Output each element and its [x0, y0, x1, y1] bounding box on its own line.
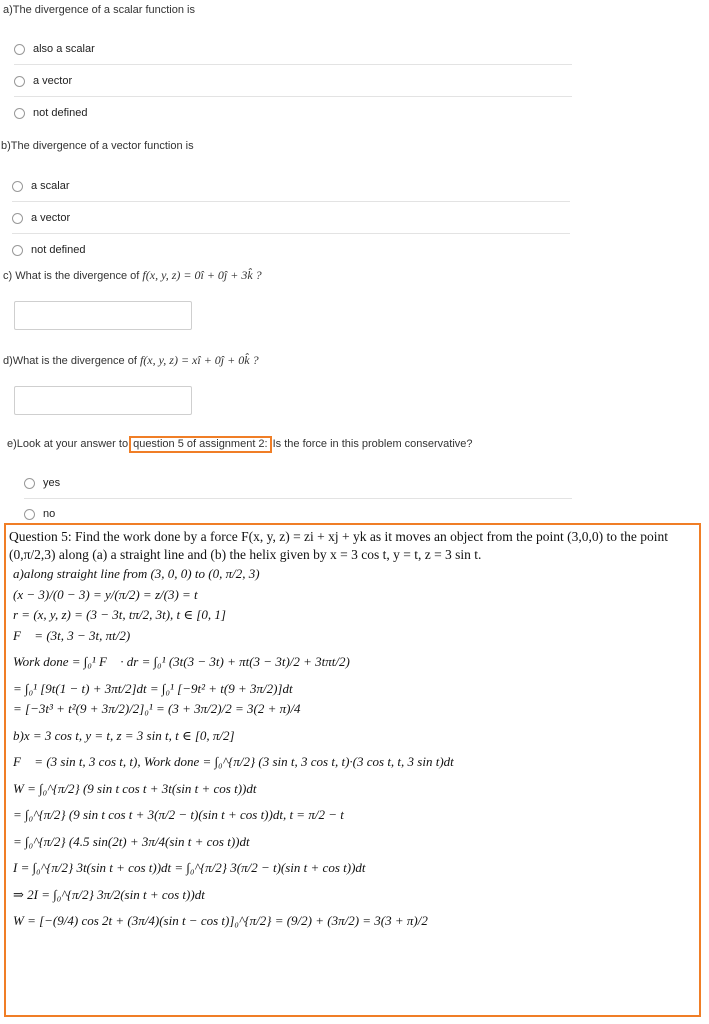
question-a-title: a)The divergence of a scalar function is	[3, 4, 195, 16]
radio-icon[interactable]	[12, 181, 23, 192]
option-b-scalar[interactable]	[12, 171, 570, 202]
question-c-text: c) What is the divergence of	[3, 270, 140, 282]
solution-line: W = [−(9/4) cos 2t + (3π/4)(sin t − cos t)]₀^{π/2} = (9/2) + (3π/2) = 3(3 + π)/2	[13, 913, 428, 928]
option-b-vector[interactable]	[12, 203, 570, 234]
option-label: a vector	[31, 212, 71, 224]
solution-line: = [−3t³ + t²(9 + 3π/2)/2]₀¹ = (3 + 3π/2)/2 = 3(2 + π)/4	[13, 701, 301, 716]
solution-panel	[4, 523, 701, 1017]
radio-icon[interactable]	[12, 245, 23, 256]
question-c-title	[3, 268, 262, 283]
solution-line: = ∫₀^{π/2} (9 sin t cos t + 3(π/2 − t)(sin t + cos t))dt, t = π/2 − t	[13, 807, 344, 822]
option-e-yes[interactable]	[24, 468, 572, 499]
radio-icon[interactable]	[24, 509, 35, 520]
radio-icon[interactable]	[12, 213, 23, 224]
option-label: no	[43, 508, 56, 520]
solution-question-text: Find the work done by a force F(x, y, z) = zi + xj + yk as it moves an object from the point (3,0,0) to the point (0,π/2,3) along (a) a straight line and (b) the helix given by x = 3 cos t, y = t, z = 3 sin t.	[9, 529, 668, 562]
solution-line: b)x = 3 cos t, y = t, z = 3 sin t, t ∈ [0, π/2]	[13, 727, 235, 743]
solution-line: (x − 3)/(0 − 3) = y/(π/2) = z/(3) = t	[13, 586, 198, 602]
radio-icon[interactable]	[14, 76, 25, 87]
solution-line: = ∫₀¹ [9t(1 − t) + 3πt/2]dt = ∫₀¹ [−9t² + t(9 + 3π/2)]dt	[13, 680, 293, 696]
solution-line: = ∫₀^{π/2} (4.5 sin(2t) + 3π/4(sin t + cos t))dt	[13, 833, 250, 849]
solution-line: F⃗ = (3 sin t, 3 cos t, t), Work done = ∫₀^{π/2} (3 sin t, 3 cos t, t)·(3 cos t, t, 3 sin t)dt	[13, 754, 454, 769]
option-label: not defined	[31, 244, 86, 256]
question-d-title	[3, 353, 259, 368]
solution-line: Work done = ∫₀¹ F⃗ · dr = ∫₀¹ (3t(3 − 3t) + πt(3 − 3t)/2 + 3tπt/2)	[13, 654, 350, 669]
question-c-formula: f(x, y, z) = 0î + 0ĵ + 3k̂ ?	[142, 268, 262, 282]
option-label: not defined	[33, 107, 88, 119]
option-b-not-defined[interactable]	[12, 235, 570, 265]
option-label: a scalar	[31, 180, 70, 192]
answer-d-input[interactable]	[14, 386, 192, 415]
option-label: also a scalar	[33, 43, 95, 55]
radio-icon[interactable]	[24, 478, 35, 489]
question-e-title	[7, 436, 473, 453]
solution-line: W = ∫₀^{π/2} (9 sin t cos t + 3t(sin t + cos t))dt	[13, 780, 257, 796]
answer-c-input[interactable]	[14, 301, 192, 330]
solution-line: I = ∫₀^{π/2} 3t(sin t + cos t))dt = ∫₀^{π/2} 3(π/2 − t)(sin t + cos t))dt	[13, 860, 366, 875]
solution-question-label: Question 5:	[9, 529, 72, 544]
option-label: a vector	[33, 75, 73, 87]
option-a-vector[interactable]	[14, 66, 572, 97]
question-b-title: b)The divergence of a vector function is	[1, 140, 194, 152]
option-a-not-defined[interactable]	[14, 98, 572, 128]
question-e-text-before: e)Look at your answer to	[7, 438, 129, 450]
radio-icon[interactable]	[14, 44, 25, 55]
radio-icon[interactable]	[14, 108, 25, 119]
option-a-scalar[interactable]	[14, 34, 572, 65]
assignment-2-link[interactable]: question 5 of assignment 2:	[129, 436, 272, 453]
question-d-text: d)What is the divergence of	[3, 355, 137, 367]
solution-line: a)along straight line from (3, 0, 0) to (0, π/2, 3)	[13, 566, 260, 581]
question-e-text-after: Is the force in this problem conservative?	[272, 438, 473, 450]
solution-line: ⇒ 2I = ∫₀^{π/2} 3π/2(sin t + cos t))dt	[13, 886, 205, 902]
question-d-formula: f(x, y, z) = xî + 0ĵ + 0k̂ ?	[139, 353, 259, 367]
solution-line: F⃗ = (3t, 3 − 3t, πt/2)	[13, 627, 131, 643]
solution-question	[9, 528, 697, 564]
solution-line: r = (x, y, z) = (3 − 3t, tπ/2, 3t), t ∈ [0, 1]	[13, 607, 226, 622]
option-label: yes	[43, 477, 61, 489]
